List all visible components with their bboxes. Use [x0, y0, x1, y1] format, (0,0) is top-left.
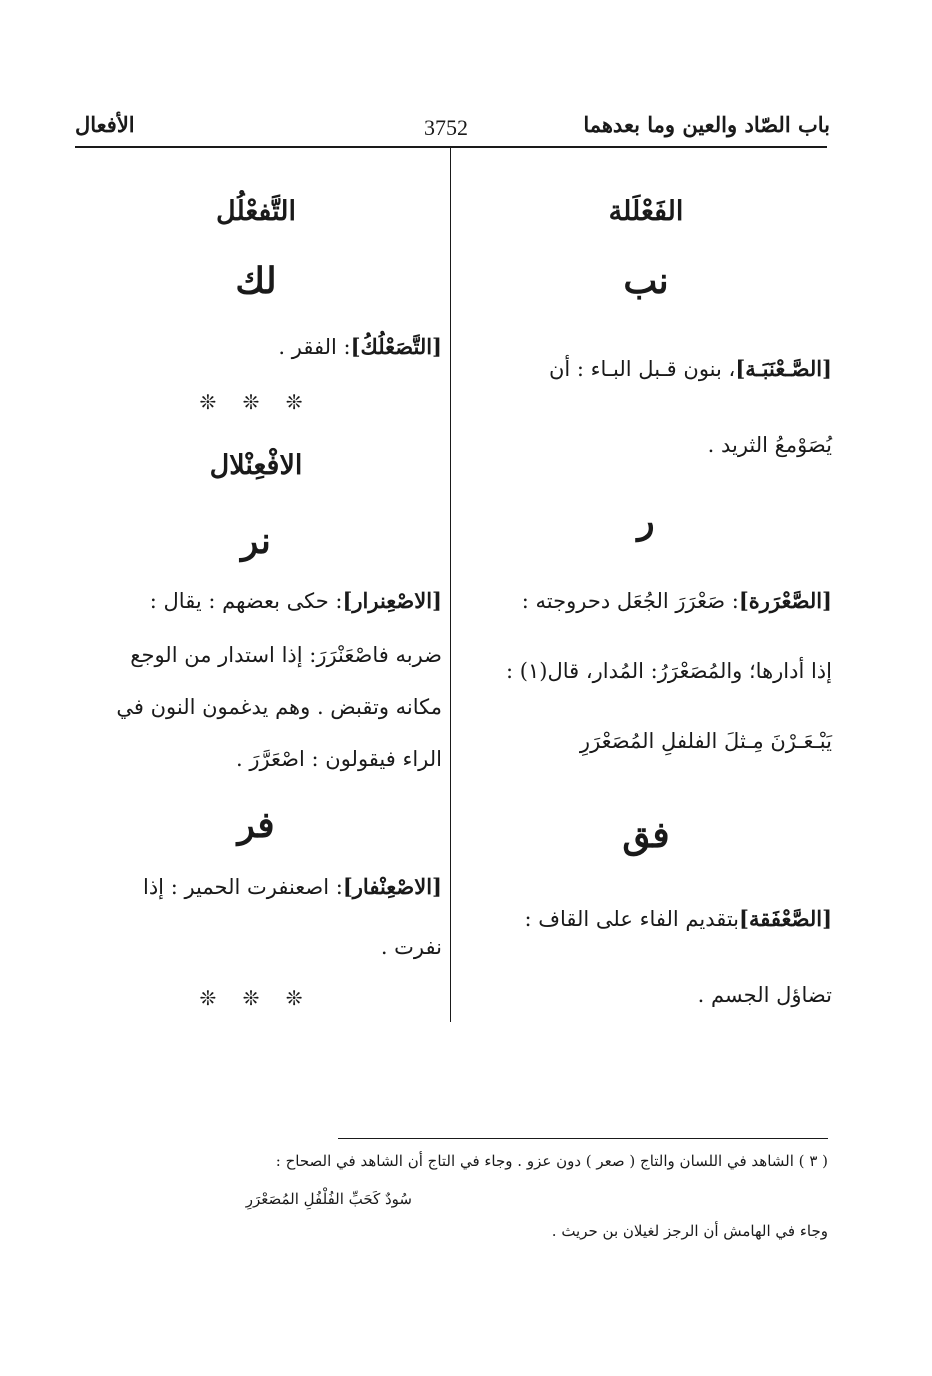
root-heading: فر [237, 804, 275, 846]
root-heading: نر [241, 520, 271, 562]
entry-line [522, 586, 832, 616]
entry-line: إذا أدارها؛ والمُصَعْرَرُ: المُدار، قال(١) : [506, 659, 832, 683]
definition: بتقديم الفاء على القاف : [524, 907, 740, 931]
footnote-line: ( ٣ ) الشاهد في اللسان والتاج ( صعر ) دون عزو . وجاء في التاج أن الشاهد في الصحاح : [275, 1152, 828, 1170]
entry-line: مكانه وتقبض . وهم يدغمون النون في [116, 695, 442, 719]
footnote-rule [338, 1138, 828, 1139]
definition: : الفقر . [278, 335, 351, 359]
entry-line [278, 332, 442, 362]
entry-line: نفرت . [380, 935, 442, 959]
root-heading: لك [235, 260, 277, 302]
column-divider [450, 148, 451, 1022]
section-heading: الافْعِنْلال [209, 450, 303, 481]
entry-line [150, 586, 442, 616]
section-heading: الفَعْلَلة [608, 196, 684, 227]
entry-line: ضربه فاصْعَنْرَرَ: إذا استدار من الوجع [130, 643, 442, 667]
definition: : حكى بعضهم : يقال : [149, 589, 343, 613]
entry-line [143, 872, 442, 902]
entry-line [549, 354, 832, 384]
lemma: [الصَّعْفَقة] [739, 906, 832, 931]
root-heading: ر [637, 500, 655, 542]
section-title: الأفعال [75, 112, 135, 137]
footnote-line: وجاء في الهامش أن الرجز لغيلان بن حريث . [551, 1222, 828, 1240]
section-heading: التَّفعْلُل [216, 196, 296, 227]
lemma: [الاصْعِنرار] [342, 588, 442, 613]
entry-line: يُصَوْمعُ الثريد . [707, 433, 832, 457]
definition: : صَعْرَرَ الجُعَل دحروجته : [521, 589, 739, 613]
section-separator: ❊ ❊ ❊ [199, 390, 313, 414]
page-number: 3752 [424, 115, 468, 140]
header-rule [75, 146, 827, 148]
poetry-line: يَبْـعَـرْنَ مِـثلَ الفلفلِ المُصَعْرَرِ [579, 729, 832, 753]
section-separator: ❊ ❊ ❊ [199, 986, 313, 1010]
footnote-poetry: سُودٌ كَحَبِّ الفُلْفُلِ المُصَعْرَرِ [245, 1190, 412, 1208]
root-heading: فق [622, 814, 670, 856]
lemma: [الصَّعْرَرة] [738, 588, 832, 613]
entry-line: تضاؤل الجسم . [697, 983, 832, 1007]
entry-line: الراء فيقولون : اصْعَرَّرَ . [235, 747, 442, 771]
definition: : اصعنفرت الحمير : إذا [143, 875, 343, 899]
lemma: [التَّصَعْلُكُ] [350, 334, 442, 359]
entry-line [524, 904, 832, 934]
root-heading: نب [623, 260, 669, 302]
lemma: [الصَّـعْنَبَـة] [735, 356, 832, 381]
chapter-title: باب الصّاد والعين وما بعدهما [583, 112, 830, 137]
lemma: [الاصْعِنْفار] [342, 874, 442, 899]
definition: ، بنون قـبل البـاء : أن [548, 357, 736, 381]
